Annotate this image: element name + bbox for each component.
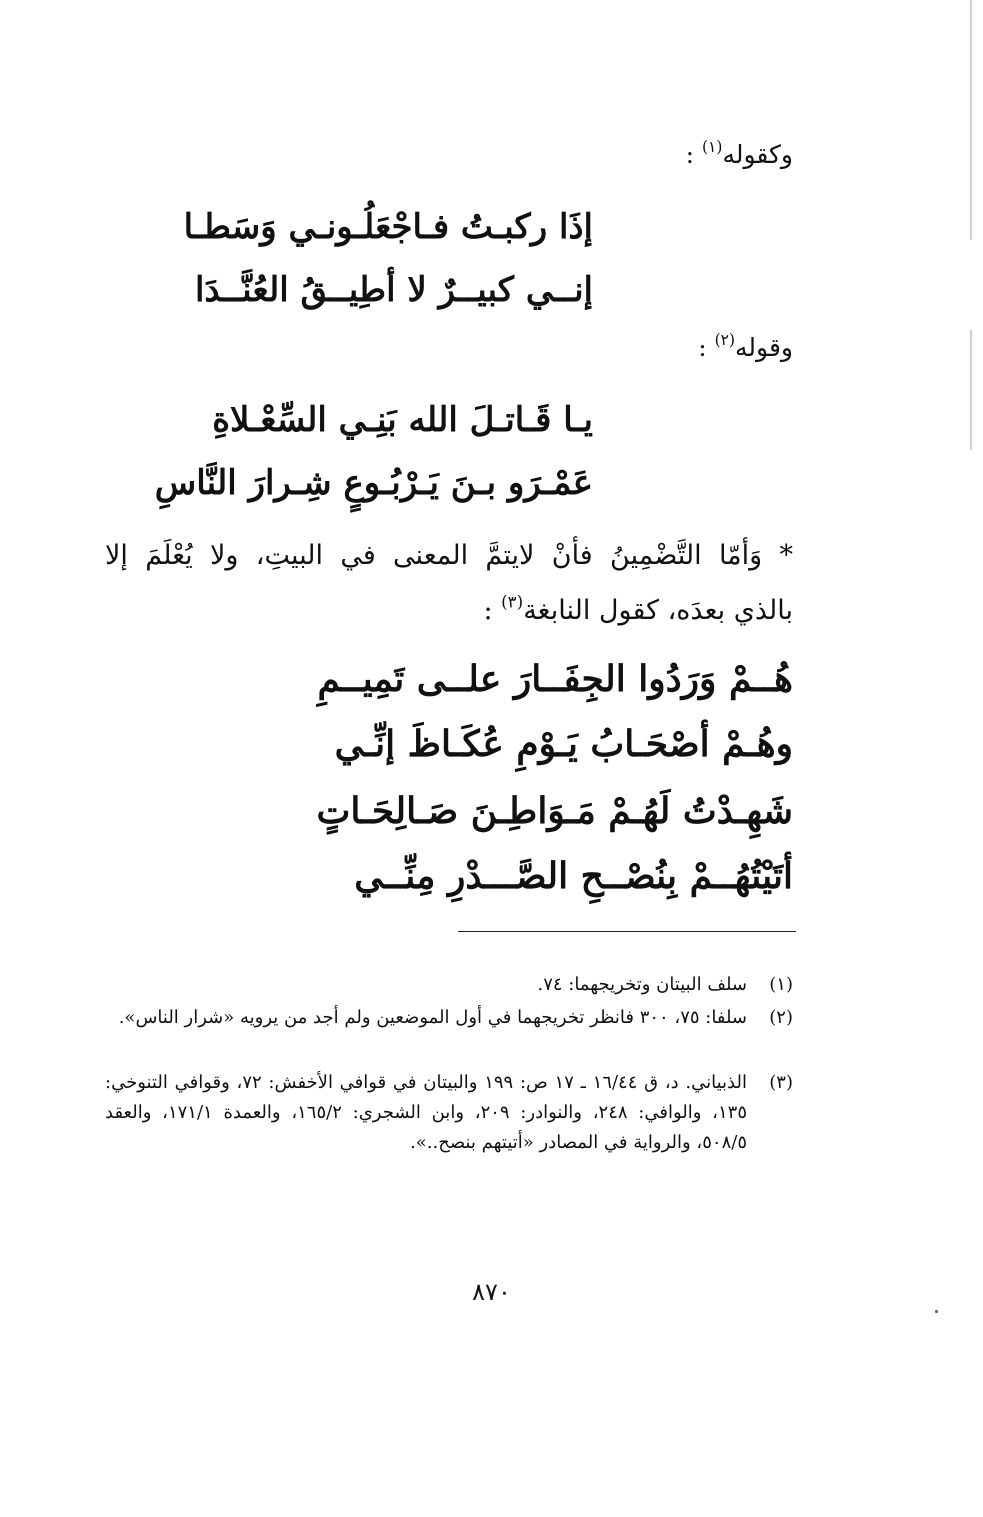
verse-1-line-1: إذَا ركبـتُ فـاجْعَلُـونـي وَسَطـا (183, 207, 593, 247)
footnote-ref: (١) (701, 138, 723, 157)
footnote-2 (105, 1003, 793, 1033)
verse-1-line-2: إنــي كبيــرٌ لا أطِيــقُ العُنَّــدَا (194, 270, 593, 310)
page-number: ٨٧٠ (472, 1278, 511, 1306)
footnote-3 (105, 1068, 793, 1158)
verse-3-line-2: وهُـمْ أصْحَـابُ يَـوْمِ عُكَـاظَ إنِّـي (334, 723, 793, 765)
footnote-text: سلفا: ٧٥، ٣٠٠ فانظر تخريجهما في أول الموضعين ولم أجد من يرويه «شرار الناس». (118, 1007, 747, 1028)
footnote-text: سلف البيتان وتخريجهما: ٧٤. (537, 974, 747, 995)
verse-2-line-2: عَمْـرَو بـنَ يَـرْبُـوعٍ شِـرارَ النَّاسِ (154, 463, 593, 503)
scan-edge-shadow (970, 0, 972, 240)
intro-line-2 (698, 333, 793, 362)
intro-colon: : (685, 140, 702, 169)
scan-edge-shadow (970, 330, 972, 450)
footnote-number: (٣) (769, 1072, 793, 1093)
prose-colon: : (483, 595, 502, 626)
prose-line-1: * وَأمّا التَّضْمِينُ فأنْ لايتمَّ المعنى في البيتِ، ولا يُعْلَمَ إلا (105, 540, 793, 571)
footnote-number: (٢) (769, 1007, 793, 1028)
verse-2-line-1: يـا قَـاتـلَ الله بَنِـي السِّعْـلاةِ (212, 400, 593, 440)
footnote-text: الذبياني. د، ق ١٦/٤٤ ـ ١٧ ص: ١٩٩ والبيتان في قوافي الأخفش: ٧٢، وقوافي التنوخي: ١٣٥، والوافي: ٢٤٨، والنوادر: ٢٠٩، وابن الشجري: ١٦٥/٢، والعمدة ١٧١/١، والعقد ٥٠٨/٥، والرواية في المصادر «أتيتهم بنصح..». (105, 1072, 748, 1153)
footnote-ref: (٣) (501, 591, 524, 612)
intro-colon: : (698, 333, 715, 362)
footnote-number: (١) (769, 974, 793, 995)
intro-text: وقوله (735, 333, 793, 362)
footnote-ref: (٢) (714, 331, 736, 350)
verse-3-line-4: أتَيْتُهُــمْ بِنُصْــحِ الصَّـــدْرِ مِنِّــي (354, 855, 793, 897)
intro-text: وكقوله (722, 140, 793, 169)
scan-speck (935, 1310, 938, 1313)
intro-line-1 (686, 140, 793, 169)
verse-3-line-3: شَهِـدْتُ لَهُـمْ مَـوَاطِـنَ صَـالِحَـاتٍ (316, 790, 793, 832)
prose-text: بالذي بعدَه، كقول النابغة (523, 595, 793, 626)
footnote-1 (105, 970, 793, 1000)
prose-line-2 (483, 591, 793, 626)
footnote-separator (458, 931, 796, 932)
verse-3-line-1: هُــمْ وَرَدُوا الجِفَــارَ علــى تَمِيــمِ (317, 658, 793, 700)
